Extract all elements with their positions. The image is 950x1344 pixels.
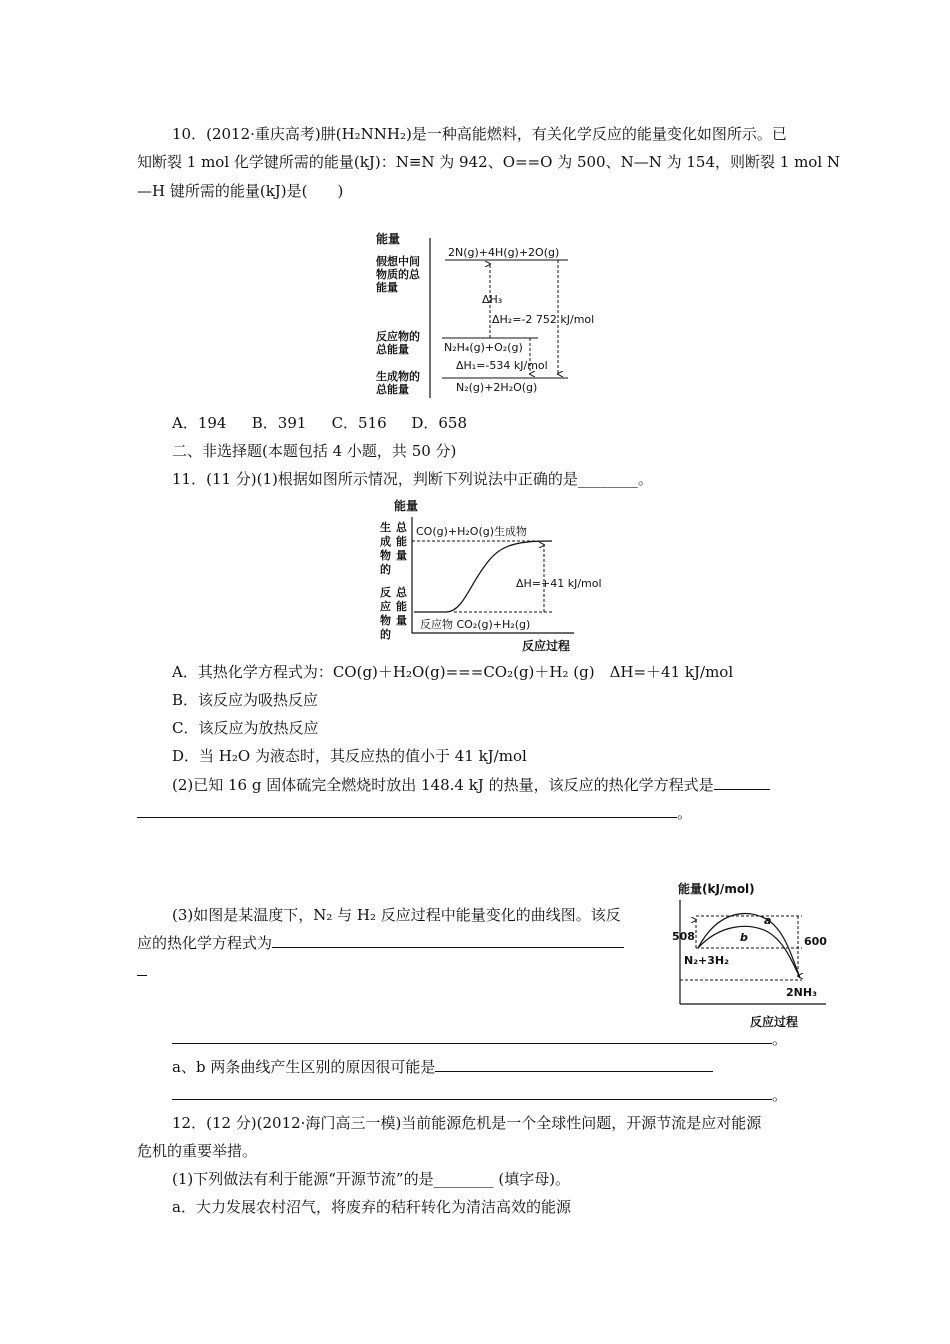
q11-part2-period: 。 [677, 804, 693, 822]
q12-part1: (1)下列做法有利于能源“开源节流”的是________ (填字母)。 [172, 1170, 571, 1188]
fig3-curve-a-label: a [764, 914, 772, 927]
q10-line1: 10．(2012·重庆高考)肼(H₂NNH₂)是一种高能燃料，有关化学反应的能量变化如图所示。已 [172, 125, 787, 143]
q11-top-left-4: 的 [380, 563, 391, 576]
q11-top-left-3: 物 [380, 549, 391, 562]
q10-options [172, 413, 467, 433]
q10-dh3-label: ΔH₃ [482, 293, 503, 306]
q11-bot-left-2: 应 [380, 600, 391, 613]
q10-lbl-b2: 总能量 [376, 343, 409, 356]
q11-bot-left2-3: 量 [396, 614, 407, 627]
q10-dh1-label: ΔH₁=-534 kJ/mol [456, 359, 548, 372]
q11-option-d[interactable]: D．当 H₂O 为液态时，其反应热的值小于 41 kJ/mol [172, 747, 527, 765]
q11-option-c[interactable]: C．该反应为放热反应 [172, 719, 319, 737]
fig3-reactants: N₂+3H₂ [684, 954, 729, 967]
fig3-curve-b [698, 926, 800, 978]
q11-part2-blank-a[interactable] [714, 775, 770, 790]
q11-bot-left-3: 物 [380, 614, 391, 627]
q11-top-species: CO(g)+H₂O(g)生成物 [416, 525, 528, 538]
q11-part2-text: (2)已知 16 g 固体硫完全燃烧时放出 148.4 kJ 的热量，该反应的热化学方程式是 [172, 776, 714, 794]
q11-top-left-2: 成 [380, 535, 391, 548]
q11-part3-period-b: 。 [772, 1086, 788, 1104]
q10-lbl-a2: 物质的总 [376, 268, 420, 281]
q10-top-species: 2N(g)+4H(g)+2O(g) [448, 246, 560, 259]
q11-top-left2-1: 总 [396, 521, 407, 534]
q12-line2: 危机的重要举措。 [137, 1142, 258, 1160]
fig3-curve-a [698, 913, 800, 978]
q11-intro: 11．(11 分)(1)根据如图所示情况，判断下列说法中正确的是________。 [172, 470, 653, 488]
q10-lbl-a1: 假想中间 [376, 255, 420, 268]
q11-part3-period-a: 。 [772, 1030, 788, 1048]
fig3-xlabel: 反应过程 [750, 1015, 799, 1029]
fig3-v600: 600 [804, 935, 827, 948]
q10-option-a[interactable]: A．194 [172, 414, 227, 432]
q11-bot-left2-1: 总 [396, 586, 407, 599]
q11-bot-left-4: 的 [380, 628, 391, 641]
q11-part3-line5 [172, 1057, 713, 1077]
q10-lbl-b1: 反应物的 [376, 330, 420, 343]
q10-axis-label: 能量 [376, 232, 401, 246]
q11-dh-label: ΔH=+41 kJ/mol [516, 577, 602, 590]
q11-part3-blank-a[interactable] [272, 933, 624, 948]
q11-part3-blank-c[interactable] [172, 1029, 772, 1044]
q11-bot-species: 反应物 CO₂(g)+H₂(g) [420, 618, 531, 631]
q11-part3-text: 应的热化学方程式为 [137, 934, 273, 952]
fig3-products: 2NH₃ [786, 986, 817, 999]
fig3-curve-b-label: b [740, 931, 748, 944]
q10-energy-diagram [370, 228, 620, 403]
q11-part2-blank-b[interactable] [137, 803, 677, 818]
q11-bot-left2-2: 能 [396, 600, 407, 613]
q11-option-b[interactable]: B．该反应为吸热反应 [172, 691, 319, 709]
q10-lbl-a3: 能量 [376, 281, 398, 294]
q11-part3-line6 [172, 1085, 787, 1105]
q11-bot-left-1: 反 [380, 586, 391, 599]
q11-part3-ab-text: a、b 两条曲线产生区别的原因很可能是 [172, 1058, 436, 1076]
q11-n2h2-diagram [668, 880, 838, 1032]
q11-option-a[interactable]: A．其热化学方程式为：CO(g)＋H₂O(g)===CO₂(g)＋H₂ (g) ΔH=＋41 kJ/mol [172, 663, 734, 681]
q10-option-c[interactable]: C．516 [331, 414, 387, 432]
q12-line1: 12．(12 分)(2012·海门高三一模)当前能源危机是一个全球性问题，开源节流是应对能源 [172, 1114, 762, 1132]
fig3-ylabel: 能量(kJ/mol) [678, 882, 755, 896]
q10-dh2-label: ΔH₂=-2 752 kJ/mol [492, 313, 595, 326]
q12-option-a[interactable]: a．大力发展农村沼气，将废弃的秸秆转化为清洁高效的能源 [172, 1198, 571, 1216]
q11-top-left2-3: 量 [396, 549, 407, 562]
q11-part3-blank-d[interactable] [435, 1057, 713, 1072]
q11-part3-line1: (3)如图是某温度下，N₂ 与 H₂ 反应过程中能量变化的曲线图。该反 [172, 906, 621, 924]
q11-part3-line4 [172, 1029, 787, 1049]
q10-lbl-c1: 生成物的 [376, 370, 420, 383]
q11-part2 [172, 775, 770, 795]
q10-line3: —H 键所需的能量(kJ)是( ) [137, 182, 344, 200]
q10-line2: 知断裂 1 mol 化学键所需的能量(kJ)：N≡N 为 942、O==O 为 500、N—N 为 154，则断裂 1 mol N [137, 153, 841, 171]
q10-lbl-c2: 总能量 [376, 383, 409, 396]
fig3-v508: 508 [672, 930, 695, 943]
q11-part3-blank-e[interactable] [172, 1085, 772, 1100]
q11-part3-line2 [137, 933, 624, 953]
q11-xlabel: 反应过程 [522, 639, 571, 653]
q10-option-d[interactable]: D．658 [411, 414, 468, 432]
q11-part2-line [137, 803, 692, 823]
q10-bot-species: N₂(g)+2H₂O(g) [456, 381, 538, 394]
section-title: 二、非选择题(本题包括 4 小题，共 50 分) [172, 442, 457, 460]
q11-top-left-1: 生 [380, 521, 391, 534]
q11-part3-blank-b[interactable] [137, 961, 147, 976]
q11-part3-line3 [137, 961, 147, 981]
q10-mid-species: N₂H₄(g)+O₂(g) [444, 341, 523, 354]
q11-axis-label: 能量 [394, 499, 419, 513]
q11-top-left2-2: 能 [396, 535, 407, 548]
q11-energy-diagram [374, 495, 614, 660]
q10-option-b[interactable]: B．391 [251, 414, 307, 432]
